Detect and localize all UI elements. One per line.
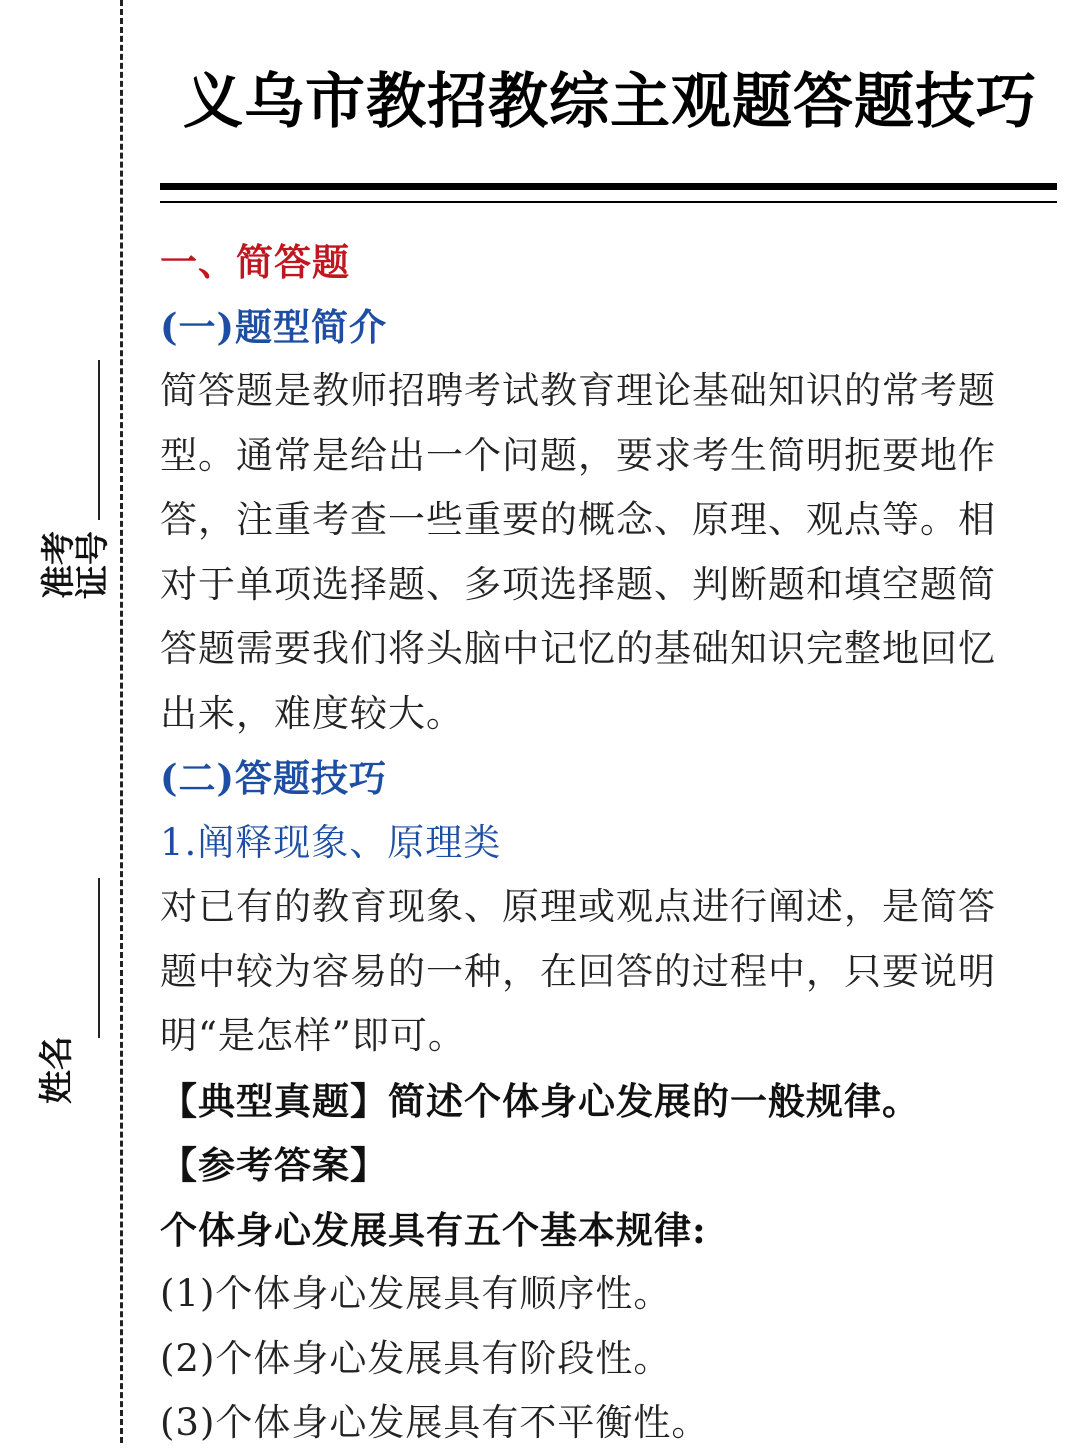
paragraph-line: 答题需要我们将头脑中记忆的基础知识完整地回忆 <box>160 627 996 670</box>
answer-point: (1)个体身心发展具有顺序性。 <box>160 1272 672 1315</box>
paragraph-line: 出来，难度较大。 <box>160 691 464 735</box>
answer-list <box>160 1262 1060 1456</box>
title-rule-thick <box>160 183 1057 190</box>
paragraph-line: 题中较为容易的一种，在回答的过程中，只要说明 <box>160 949 996 993</box>
page-title: 义乌市教招教综主观题答题技巧 <box>183 67 1037 137</box>
item-paragraph <box>160 875 1060 1069</box>
answer-point: (3)个体身心发展具有不平衡性。 <box>160 1401 710 1444</box>
section-heading: 一、简答题 <box>160 240 350 284</box>
reference-answer-label: 【参考答案】 <box>160 1143 388 1187</box>
name-fill-line <box>98 878 100 1038</box>
name-label: 姓名 <box>37 1036 77 1104</box>
paragraph-line: 明“是怎样”即可。 <box>160 1014 466 1057</box>
answer-intro: 个体身心发展具有五个基本规律: <box>160 1207 707 1252</box>
answer-point: (2)个体身心发展具有阶段性。 <box>160 1336 672 1380</box>
typical-question: 【典型真题】简述个体身心发展的一般规律。 <box>160 1078 920 1123</box>
paragraph-line: 答，注重考查一些重要的概念、原理、观点等。相 <box>160 498 996 541</box>
exam-number-label <box>39 515 113 615</box>
exam-number-fill-line <box>98 360 100 520</box>
intro-paragraph <box>160 359 1060 746</box>
paragraph-line: 对已有的教育现象、原理或观点进行阐述，是简答 <box>160 885 996 928</box>
subsection-heading-tips: (二)答题技巧 <box>160 756 388 800</box>
paragraph-line: 简答题是教师招聘考试教育理论基础知识的常考题 <box>160 369 996 412</box>
exam-number-label-line2: 证号 <box>73 531 113 599</box>
paragraph-line: 型。通常是给出一个问题，要求考生简明扼要地作 <box>160 433 996 477</box>
paragraph-line: 对于单项选择题、多项选择题、判断题和填空题简 <box>160 562 996 606</box>
subsection-heading-intro: (一)题型简介 <box>160 304 388 349</box>
document-body <box>160 230 1060 1456</box>
exam-number-label-line1: 准考 <box>39 531 79 599</box>
title-rule-thin <box>160 201 1057 203</box>
binding-dashed-line <box>120 0 123 1443</box>
item-heading: 1.阐释现象、原理类 <box>160 820 502 864</box>
